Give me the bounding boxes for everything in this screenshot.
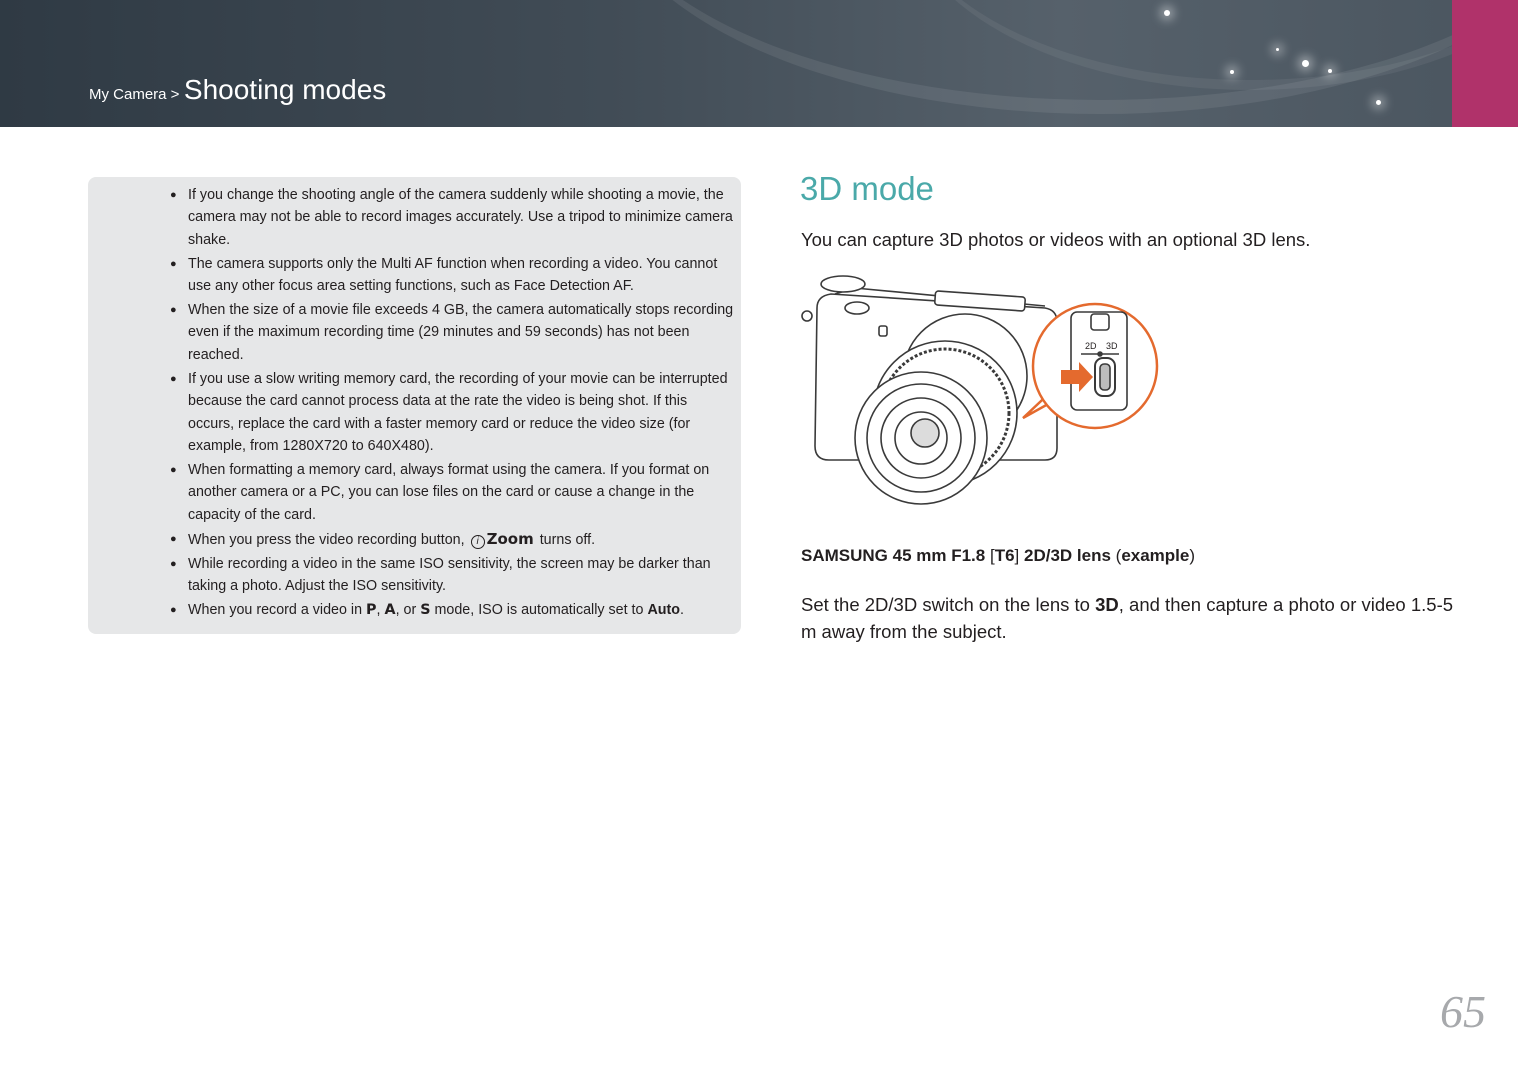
section-title: 3D mode — [800, 170, 934, 207]
bullet-icon: ● — [170, 532, 177, 545]
i-function-icon: i — [471, 535, 485, 549]
mode-s-icon: S — [420, 601, 431, 618]
mode-p-icon: P — [366, 601, 377, 618]
sparkle — [1276, 48, 1279, 51]
breadcrumb-parent[interactable]: My Camera > — [89, 86, 180, 103]
switch-label-2d: 2D — [1085, 341, 1097, 351]
note-item: ● When the size of a movie file exceeds 4 GB, the camera automatically stops recording even if the maximum recording time (29 minutes and 59 seconds) has not been reached. — [170, 299, 735, 366]
sparkle — [1302, 60, 1309, 67]
note-item: ● If you change the shooting angle of the camera suddenly while shooting a movie, the camera may not be able to record images accurately. Use a tripod to minimize camera shake. — [170, 184, 735, 251]
bullet-icon: ● — [170, 189, 177, 201]
bullet-icon: ● — [170, 463, 177, 476]
bullet-icon: ● — [170, 372, 177, 385]
mode-dial — [821, 276, 865, 292]
breadcrumb — [89, 74, 386, 106]
note-item: ● If you use a slow writing memory card, the recording of your movie can be interrupted because the card cannot process data at the rate the video is being shot. If this occurs, replace the card with a faster memory card or reduce the video size (for example, from 1280X720 to 640X480). — [170, 368, 735, 458]
sparkle — [1230, 70, 1234, 74]
sparkle — [1376, 100, 1381, 105]
sparkle — [1164, 10, 1170, 16]
page-header — [0, 0, 1518, 127]
iso-auto-value: Auto — [647, 601, 681, 618]
note-item: ● When you record a video in P, A, or S mode, ISO is automatically set to Auto. — [170, 599, 735, 621]
mode-a-icon: A — [384, 601, 396, 618]
sparkle — [1328, 69, 1332, 73]
notes-list — [170, 184, 735, 623]
page-number: 65 — [1440, 986, 1486, 1037]
note-item: ● The camera supports only the Multi AF function when recording a video. You cannot use any other focus area setting functions, such as Face Detection AF. — [170, 253, 735, 298]
switch-label-3d: 3D — [1106, 341, 1118, 351]
camera-3d-lens-illustration — [795, 268, 1165, 518]
note-item: ● While recording a video in the same ISO sensitivity, the screen may be darker than taking a photo. Adjust the ISO sensitivity. — [170, 553, 735, 598]
strap-lug — [802, 311, 812, 321]
shutter-button — [845, 302, 869, 314]
lens-glass — [911, 419, 939, 447]
bullet-icon: ● — [170, 304, 177, 317]
page-title: Shooting modes — [183, 74, 387, 105]
note-item: ● When formatting a memory card, always format using the camera. If you format on another camera or a PC, you can lose files on the card or cause a change in the capacity of the card. — [170, 459, 735, 526]
note-item: ● When you press the video recording button, i Zoom turns off. — [170, 528, 735, 551]
bullet-icon: ● — [170, 557, 177, 570]
section-intro: You can capture 3D photos or videos with an optional 3D lens. — [801, 229, 1311, 250]
bullet-icon: ● — [170, 257, 177, 270]
chapter-tab — [1452, 0, 1518, 127]
bullet-icon: ● — [170, 603, 177, 616]
figure-caption: SAMSUNG 45 mm F1.8 [T6] 2D/3D lens (example) — [801, 546, 1196, 565]
zoom-label: Zoom — [486, 529, 534, 548]
instruction-text: Set the 2D/3D switch on the lens to 3D, and then capture a photo or video 1.5-5 m away from the subject. — [801, 594, 1454, 642]
